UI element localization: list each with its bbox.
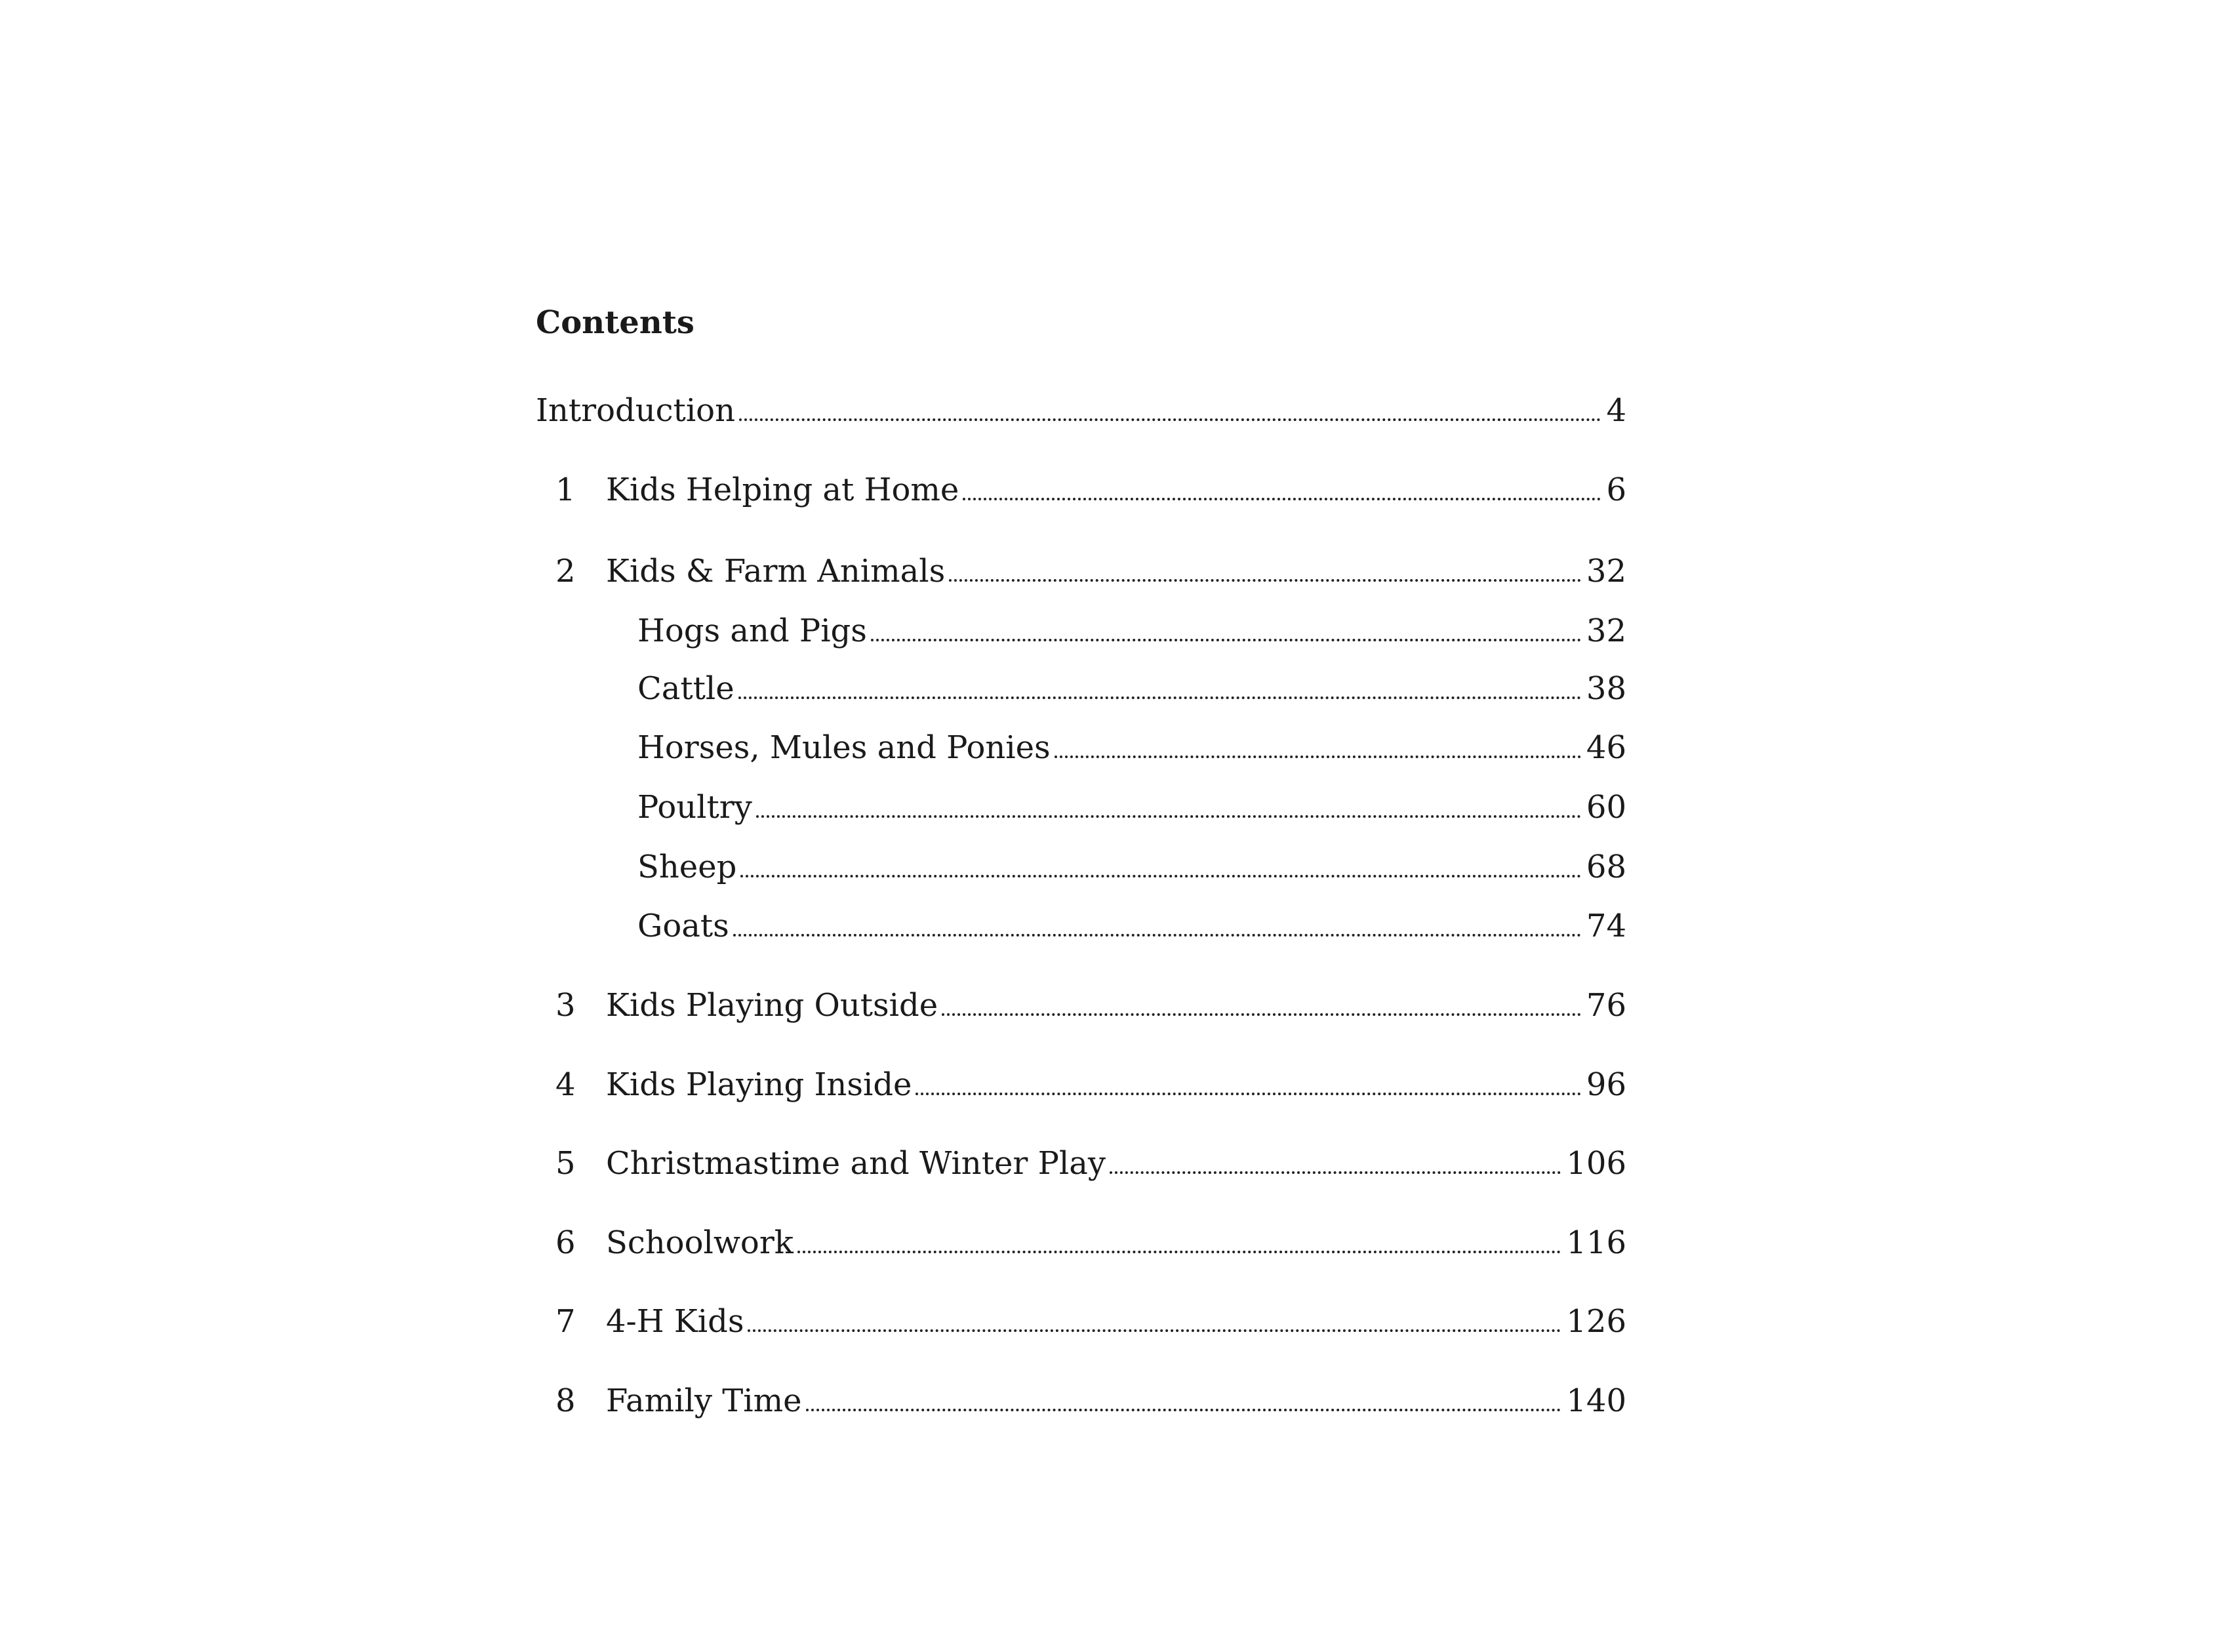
dot-leader	[797, 1251, 1561, 1253]
toc-entry-title: Family Time	[606, 1382, 802, 1419]
dot-leader	[738, 696, 1581, 699]
toc-entry-title: Introduction	[536, 392, 735, 429]
toc-entry-title: Kids Playing Outside	[606, 987, 938, 1024]
toc-entry-number: 4	[555, 1066, 576, 1103]
toc-heading: Contents	[536, 304, 694, 341]
toc-entry	[536, 380, 1626, 429]
dot-leader	[739, 418, 1601, 421]
toc-entry-title: 4-H Kids	[606, 1303, 744, 1340]
toc-entry-title: Cattle	[637, 670, 734, 707]
toc-entry	[536, 541, 1626, 590]
toc-entry-page: 126	[1566, 1303, 1626, 1340]
toc-entry-title: Poultry	[637, 789, 752, 826]
toc-entry-page: 74	[1586, 908, 1626, 944]
toc-entry-title: Christmastime and Winter Play	[606, 1145, 1106, 1182]
toc-entry-page: 76	[1586, 987, 1626, 1024]
toc-entry	[536, 1055, 1626, 1103]
toc-entry-page: 106	[1566, 1145, 1626, 1182]
toc-subentry	[536, 837, 1626, 883]
toc-entry-title: Goats	[637, 908, 729, 944]
toc-entry-number: 3	[555, 987, 576, 1024]
toc-entry-title: Kids Playing Inside	[606, 1066, 912, 1103]
toc-entry-title: Horses, Mules and Ponies	[637, 729, 1051, 766]
toc-subentry	[536, 717, 1626, 766]
toc-entry-number: 7	[555, 1303, 576, 1340]
toc-entry-number: 8	[555, 1382, 576, 1419]
toc-entry-page: 38	[1586, 670, 1626, 707]
toc-subentry	[536, 896, 1626, 942]
dot-leader	[963, 498, 1601, 500]
toc-entry-page: 46	[1586, 729, 1626, 766]
toc-entry	[536, 1371, 1626, 1417]
dot-leader	[1110, 1171, 1561, 1174]
dot-leader	[949, 579, 1581, 582]
toc-entry-number: 1	[555, 472, 576, 508]
dot-leader	[740, 875, 1581, 877]
toc-entry-page: 60	[1586, 789, 1626, 826]
dot-leader	[871, 639, 1581, 641]
toc-subentry	[536, 777, 1626, 826]
toc-entry-page: 32	[1586, 553, 1626, 590]
toc-entry	[536, 1213, 1626, 1259]
toc-entry-title: Schoolwork	[606, 1224, 794, 1261]
dot-leader	[748, 1329, 1561, 1332]
dot-leader	[915, 1093, 1580, 1095]
toc-entry-page: 4	[1606, 392, 1626, 429]
toc-entry	[536, 1291, 1626, 1340]
toc-entry-title: Hogs and Pigs	[637, 613, 867, 649]
toc-entry-page: 6	[1606, 472, 1626, 508]
toc-entry-page: 32	[1586, 613, 1626, 649]
toc-entry-number: 2	[555, 553, 576, 590]
toc-subentry	[536, 658, 1626, 707]
toc-entry-title: Kids & Farm Animals	[606, 553, 946, 590]
toc-entry-page: 140	[1566, 1382, 1626, 1419]
dot-leader	[756, 815, 1581, 818]
toc-entry-number: 6	[555, 1224, 576, 1261]
dot-leader	[733, 934, 1581, 937]
toc-entry	[536, 975, 1626, 1024]
toc-entry-number: 5	[555, 1145, 576, 1182]
toc-entry	[536, 1133, 1626, 1182]
dot-leader	[1055, 755, 1581, 758]
toc-subentry	[536, 601, 1626, 647]
dot-leader	[806, 1409, 1561, 1411]
toc-entry-page: 96	[1586, 1066, 1626, 1103]
toc-entry-page: 116	[1566, 1224, 1626, 1261]
toc-entry-title: Kids Helping at Home	[606, 472, 959, 508]
toc-entry-page: 68	[1586, 849, 1626, 885]
dot-leader	[942, 1013, 1581, 1016]
toc-entry	[536, 460, 1626, 506]
toc-entry-title: Sheep	[637, 849, 737, 885]
